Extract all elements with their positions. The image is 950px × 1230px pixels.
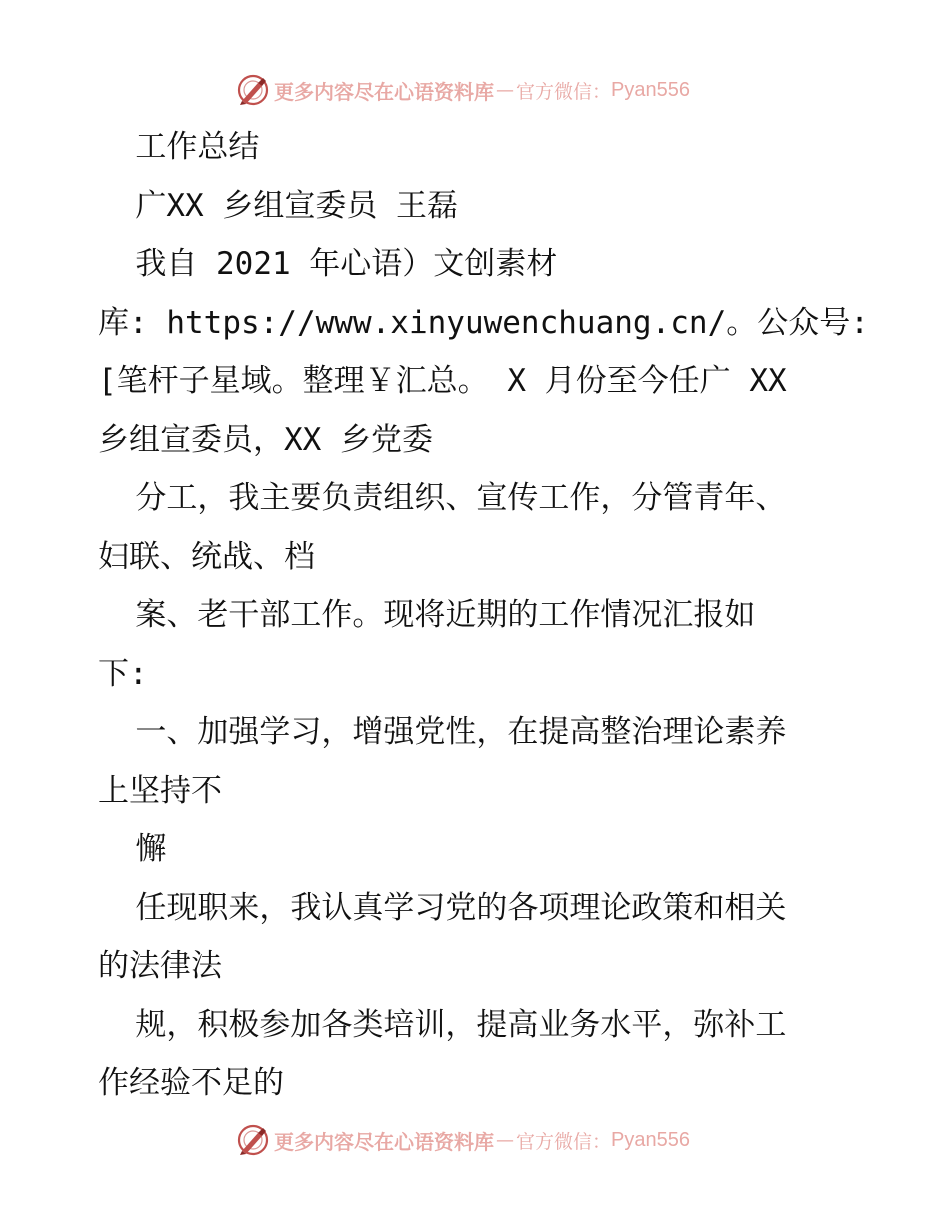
text-line: 规，积极参加各类培训，提高业务水平，弥补工 — [98, 1006, 787, 1043]
text-line: 妇联、统战、档 — [98, 538, 315, 575]
text-line: 下: — [98, 655, 148, 692]
text-line: 广XX 乡组宣委员 王磊 — [98, 187, 458, 224]
header-watermark — [236, 72, 690, 108]
watermark-wechat-id: Pyan556 — [611, 78, 690, 101]
watermark-wechat-label: 官方微信： — [516, 1130, 612, 1153]
pen-logo-icon — [236, 1123, 270, 1157]
text-line: 分工，我主要负责组织、宣传工作，分管青年、 — [98, 480, 787, 516]
watermark-text: 更多内容尽在心语资料库 — [274, 1129, 494, 1154]
watermark-wechat-id: Pyan556 — [611, 1128, 690, 1151]
text-line: 库: https://www.xinyuwenchuang.cn/。公众号: — [98, 304, 869, 341]
text-line: 一、加强学习，增强党性，在提高整治理论素养 — [98, 714, 787, 750]
text-line: 的法律法 — [98, 948, 222, 984]
pen-logo-icon — [236, 73, 270, 107]
text-line: 上坚持不 — [98, 772, 222, 809]
watermark-dash: — — [496, 79, 514, 101]
text-line: 乡组宣委员，XX 乡党委 — [98, 421, 433, 458]
document-body — [98, 118, 869, 1113]
watermark-dash: — — [496, 1129, 514, 1151]
text-line: 案、老干部工作。现将近期的工作情况汇报如 — [98, 597, 756, 633]
text-line: 工作总结 — [98, 129, 260, 165]
text-line: 任现职来，我认真学习党的各项理论政策和相关 — [98, 889, 787, 926]
watermark-text: 更多内容尽在心语资料库 — [274, 79, 494, 104]
text-line: [笔杆子星域。整理￥汇总。 X 月份至今任广 XX — [98, 363, 787, 399]
text-line: 懈 — [98, 831, 167, 867]
text-line: 作经验不足的 — [98, 1065, 284, 1101]
footer-watermark — [236, 1122, 690, 1158]
text-line: 我自 2021 年心语）文创素材 — [98, 246, 558, 282]
watermark-wechat-label: 官方微信： — [516, 80, 612, 103]
